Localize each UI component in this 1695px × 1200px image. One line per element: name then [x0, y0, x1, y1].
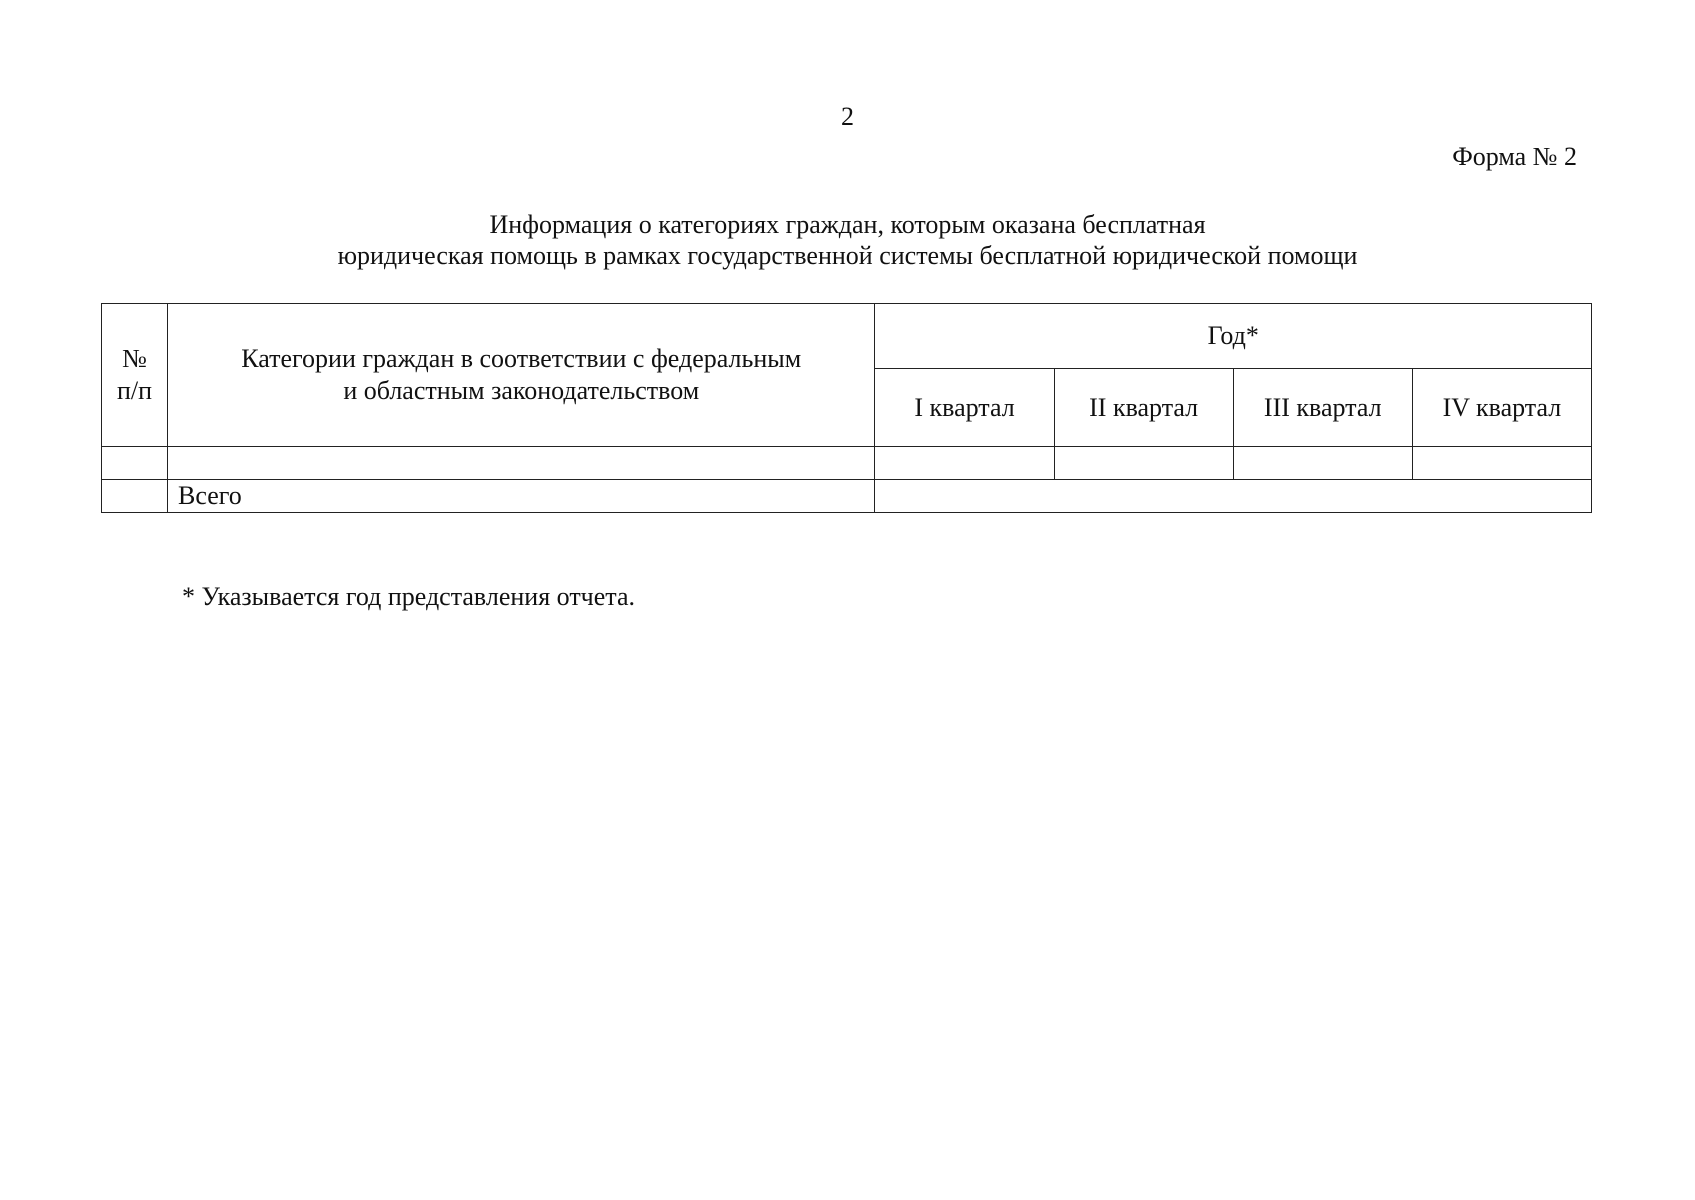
header-category-line-2: и областным законодательством	[343, 376, 700, 405]
header-number-cell	[102, 304, 168, 447]
header-row-year	[102, 304, 1592, 369]
header-year-cell: Год*	[875, 304, 1592, 369]
row-quarter-1-cell[interactable]	[875, 447, 1054, 480]
title-line-2: юридическая помощь в рамках государственной системы бесплатной юридической помощи	[337, 241, 1358, 270]
row-quarter-4-cell[interactable]	[1412, 447, 1591, 480]
title-line-1: Информация о категориях граждан, которым оказана бесплатная	[489, 210, 1206, 239]
row-quarter-2-cell[interactable]	[1054, 447, 1233, 480]
footnote: * Указывается год представления отчета.	[182, 582, 636, 611]
row-category-cell[interactable]	[168, 447, 875, 480]
total-value-cell[interactable]	[875, 480, 1592, 513]
header-quarter-4: IV квартал	[1412, 369, 1591, 447]
document-title	[0, 209, 1695, 271]
header-quarter-1: I квартал	[875, 369, 1054, 447]
total-number-cell	[102, 480, 168, 513]
header-quarter-3: III квартал	[1233, 369, 1412, 447]
header-quarter-2: II квартал	[1054, 369, 1233, 447]
header-category-cell	[168, 304, 875, 447]
page-number: 2	[841, 102, 854, 131]
row-number-cell[interactable]	[102, 447, 168, 480]
table-row	[102, 447, 1592, 480]
row-quarter-3-cell[interactable]	[1233, 447, 1412, 480]
header-number-abbr: п/п	[116, 376, 153, 405]
header-category-line-1: Категории граждан в соответствии с федеральным	[241, 344, 802, 373]
total-label: Всего	[168, 480, 875, 513]
header-number-symbol: №	[122, 344, 147, 373]
total-row	[102, 480, 1592, 513]
report-table	[101, 303, 1592, 513]
form-number: Форма № 2	[1452, 142, 1577, 171]
